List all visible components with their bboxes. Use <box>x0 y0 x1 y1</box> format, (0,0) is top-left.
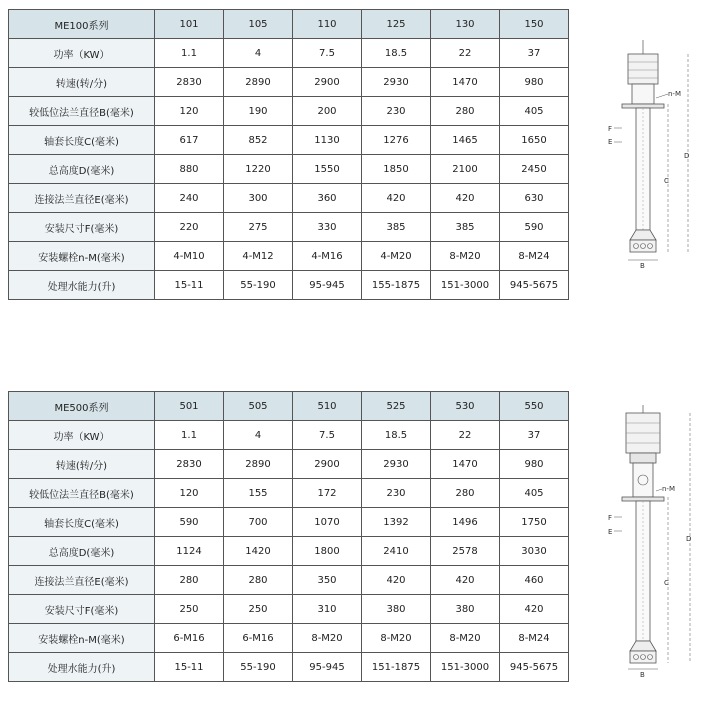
table-cell: 18.5 <box>362 421 431 450</box>
table-cell: 1750 <box>500 508 569 537</box>
table-row <box>9 653 569 682</box>
row-label: 安装螺栓n-M(毫米) <box>9 242 155 271</box>
table-row <box>9 421 569 450</box>
row-label: 安装螺栓n-M(毫米) <box>9 624 155 653</box>
table-cell: 1800 <box>293 537 362 566</box>
table-cell: 6-M16 <box>155 624 224 653</box>
table-cell: 2830 <box>155 68 224 97</box>
pump-housing <box>630 641 656 651</box>
table-cell: 617 <box>155 126 224 155</box>
row-label: 处理水能力(升) <box>9 653 155 682</box>
row-label: 转速(转/分) <box>9 68 155 97</box>
table-cell: 8-M20 <box>293 624 362 653</box>
table-cell: 18.5 <box>362 39 431 68</box>
table-cell: 1550 <box>293 155 362 184</box>
table-cell: 151-1875 <box>362 653 431 682</box>
table-cell: 200 <box>293 97 362 126</box>
table-cell: 1850 <box>362 155 431 184</box>
table-row <box>9 213 569 242</box>
coupling-housing <box>633 463 653 497</box>
table-cell: 151-3000 <box>431 653 500 682</box>
series-title: ME500系列 <box>9 392 155 421</box>
model-header: 525 <box>362 392 431 421</box>
table-row <box>9 184 569 213</box>
table-row <box>9 537 569 566</box>
table-cell: 250 <box>224 595 293 624</box>
row-label: 较低位法兰直径B(毫米) <box>9 479 155 508</box>
label-E: E <box>608 528 613 536</box>
table-cell: 4 <box>224 421 293 450</box>
table-cell: 4-M16 <box>293 242 362 271</box>
table-cell: 2830 <box>155 450 224 479</box>
label-F: F <box>608 125 613 133</box>
table-cell: 380 <box>431 595 500 624</box>
table-row <box>9 450 569 479</box>
table-cell: 852 <box>224 126 293 155</box>
table-cell: 2100 <box>431 155 500 184</box>
table-row <box>9 242 569 271</box>
model-header: 501 <box>155 392 224 421</box>
coupling-housing <box>632 84 654 104</box>
table-cell: 275 <box>224 213 293 242</box>
table-cell: 420 <box>431 566 500 595</box>
table-cell: 7.5 <box>293 39 362 68</box>
table-cell: 120 <box>155 479 224 508</box>
table-cell: 2890 <box>224 68 293 97</box>
table-cell: 1470 <box>431 68 500 97</box>
table-cell: 2900 <box>293 68 362 97</box>
table-cell: 8-M24 <box>500 624 569 653</box>
table-cell: 310 <box>293 595 362 624</box>
table-cell: 2410 <box>362 537 431 566</box>
row-label: 连接法兰直径E(毫米) <box>9 566 155 595</box>
table-cell: 1124 <box>155 537 224 566</box>
table-cell: 15-11 <box>155 271 224 300</box>
table-cell: 280 <box>224 566 293 595</box>
table-cell: 55-190 <box>224 653 293 682</box>
row-label: 连接法兰直径E(毫米) <box>9 184 155 213</box>
table-cell: 1130 <box>293 126 362 155</box>
mounting-flange <box>622 497 664 501</box>
table-cell: 420 <box>500 595 569 624</box>
table-cell: 190 <box>224 97 293 126</box>
table-cell: 385 <box>362 213 431 242</box>
table-row <box>9 39 569 68</box>
table-cell: 945-5675 <box>500 271 569 300</box>
table-cell: 4-M10 <box>155 242 224 271</box>
table-cell: 1392 <box>362 508 431 537</box>
table-cell: 15-11 <box>155 653 224 682</box>
table-cell: 155-1875 <box>362 271 431 300</box>
table-cell: 1.1 <box>155 421 224 450</box>
label-n-M: n-M <box>662 485 676 493</box>
lower-flange <box>630 651 656 663</box>
table-row <box>9 155 569 184</box>
table-cell: 360 <box>293 184 362 213</box>
table-cell: 2930 <box>362 450 431 479</box>
table-cell: 230 <box>362 97 431 126</box>
lower-flange <box>630 240 656 252</box>
row-label: 安装尺寸F(毫米) <box>9 213 155 242</box>
table-row <box>9 126 569 155</box>
table-cell: 1650 <box>500 126 569 155</box>
label-F: F <box>608 514 613 522</box>
table-cell: 980 <box>500 450 569 479</box>
pump-housing <box>630 230 656 240</box>
model-header: 130 <box>431 10 500 39</box>
table-cell: 230 <box>362 479 431 508</box>
table-cell: 1470 <box>431 450 500 479</box>
table-cell: 1220 <box>224 155 293 184</box>
table-row <box>9 271 569 300</box>
table-row <box>9 479 569 508</box>
table-cell: 330 <box>293 213 362 242</box>
table-cell: 2890 <box>224 450 293 479</box>
table-cell: 4 <box>224 39 293 68</box>
table-cell: 590 <box>500 213 569 242</box>
row-label: 总高度D(毫米) <box>9 155 155 184</box>
motor-flange <box>630 453 656 463</box>
model-header: 125 <box>362 10 431 39</box>
table-cell: 405 <box>500 479 569 508</box>
table-cell: 95-945 <box>293 271 362 300</box>
table-cell: 8-M20 <box>431 242 500 271</box>
table-cell: 22 <box>431 421 500 450</box>
table-cell: 55-190 <box>224 271 293 300</box>
table-cell: 420 <box>431 184 500 213</box>
label-E: E <box>608 138 613 146</box>
table-cell: 8-M20 <box>362 624 431 653</box>
table-cell: 300 <box>224 184 293 213</box>
table-cell: 37 <box>500 39 569 68</box>
row-label: 较低位法兰直径B(毫米) <box>9 97 155 126</box>
table-cell: 280 <box>155 566 224 595</box>
table-cell: 155 <box>224 479 293 508</box>
me500-pump-diagram <box>600 405 710 680</box>
table-cell: 460 <box>500 566 569 595</box>
model-header: 510 <box>293 392 362 421</box>
table-cell: 945-5675 <box>500 653 569 682</box>
table-cell: 350 <box>293 566 362 595</box>
label-D: D <box>686 535 692 543</box>
me100-pump-diagram <box>600 40 710 280</box>
table-cell: 2930 <box>362 68 431 97</box>
row-label: 安装尺寸F(毫米) <box>9 595 155 624</box>
table-cell: 220 <box>155 213 224 242</box>
motor-body <box>628 54 658 84</box>
table-cell: 420 <box>362 184 431 213</box>
table-row <box>9 595 569 624</box>
model-header: 150 <box>500 10 569 39</box>
table-cell: 1.1 <box>155 39 224 68</box>
table-row <box>9 97 569 126</box>
me500-spec-table <box>8 391 569 682</box>
table-cell: 630 <box>500 184 569 213</box>
label-n-M: n-M <box>668 90 682 98</box>
table-cell: 1420 <box>224 537 293 566</box>
table-cell: 2900 <box>293 450 362 479</box>
table-cell: 1276 <box>362 126 431 155</box>
table-row <box>9 508 569 537</box>
table-cell: 1465 <box>431 126 500 155</box>
series-title: ME100系列 <box>9 10 155 39</box>
table-cell: 120 <box>155 97 224 126</box>
table-cell: 2450 <box>500 155 569 184</box>
table-cell: 2578 <box>431 537 500 566</box>
row-label: 轴套长度C(毫米) <box>9 508 155 537</box>
table-cell: 880 <box>155 155 224 184</box>
table-cell: 8-M20 <box>431 624 500 653</box>
table-cell: 95-945 <box>293 653 362 682</box>
label-C: C <box>664 579 669 587</box>
label-B: B <box>640 671 645 679</box>
model-header: 505 <box>224 392 293 421</box>
table-cell: 172 <box>293 479 362 508</box>
table-cell: 280 <box>431 479 500 508</box>
table-cell: 22 <box>431 39 500 68</box>
table-row <box>9 566 569 595</box>
table-cell: 385 <box>431 213 500 242</box>
table-cell: 151-3000 <box>431 271 500 300</box>
table-cell: 590 <box>155 508 224 537</box>
table-cell: 8-M24 <box>500 242 569 271</box>
row-label: 功率（KW） <box>9 421 155 450</box>
table-cell: 7.5 <box>293 421 362 450</box>
table-cell: 980 <box>500 68 569 97</box>
table-cell: 4-M20 <box>362 242 431 271</box>
table-cell: 37 <box>500 421 569 450</box>
model-header: 530 <box>431 392 500 421</box>
table-cell: 420 <box>362 566 431 595</box>
row-label: 功率（KW） <box>9 39 155 68</box>
table-cell: 1070 <box>293 508 362 537</box>
row-label: 转速(转/分) <box>9 450 155 479</box>
row-label: 轴套长度C(毫米) <box>9 126 155 155</box>
model-header: 110 <box>293 10 362 39</box>
table-cell: 380 <box>362 595 431 624</box>
table-row <box>9 68 569 97</box>
me100-spec-table <box>8 9 569 300</box>
row-label: 总高度D(毫米) <box>9 537 155 566</box>
table-header-row <box>9 10 569 39</box>
mounting-flange <box>622 104 664 108</box>
model-header: 550 <box>500 392 569 421</box>
table-cell: 405 <box>500 97 569 126</box>
table-row <box>9 624 569 653</box>
model-header: 105 <box>224 10 293 39</box>
table-cell: 6-M16 <box>224 624 293 653</box>
table-header-row <box>9 392 569 421</box>
table-cell: 700 <box>224 508 293 537</box>
label-C: C <box>664 177 669 185</box>
table-cell: 250 <box>155 595 224 624</box>
label-B: B <box>640 262 645 270</box>
row-label: 处理水能力(升) <box>9 271 155 300</box>
table-cell: 4-M12 <box>224 242 293 271</box>
table-cell: 280 <box>431 97 500 126</box>
table-cell: 3030 <box>500 537 569 566</box>
label-D: D <box>684 152 690 160</box>
table-cell: 1496 <box>431 508 500 537</box>
table-cell: 240 <box>155 184 224 213</box>
model-header: 101 <box>155 10 224 39</box>
